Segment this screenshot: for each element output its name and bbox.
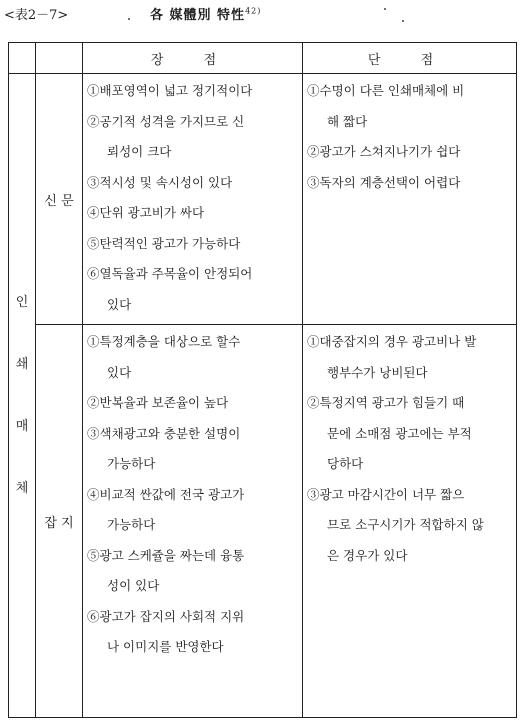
list-item bbox=[307, 388, 508, 480]
item-line: ②공기적 성격을 가지므로 신 bbox=[87, 113, 245, 129]
table-caption bbox=[4, 4, 520, 26]
item-line: ⑤탄력적인 광고가 가능하다 bbox=[87, 235, 241, 251]
item-line-continued: 행부수가 낭비된다 bbox=[327, 364, 428, 380]
medium-name: 잡 지 bbox=[36, 325, 83, 718]
list-item bbox=[307, 137, 508, 168]
item-line: ②광고가 스쳐지나기가 쉽다 bbox=[307, 144, 461, 159]
header-blank bbox=[9, 43, 36, 74]
list-item bbox=[87, 76, 294, 107]
item-line: ②반복율과 보존율이 높다 bbox=[87, 395, 229, 410]
footnote-ref: 42) bbox=[245, 6, 262, 16]
table-title bbox=[150, 4, 261, 23]
list-item bbox=[87, 602, 294, 663]
item-line-continued: 가능하다 bbox=[107, 517, 156, 532]
scan-speck bbox=[402, 20, 404, 22]
list-item bbox=[87, 229, 294, 260]
list-item bbox=[87, 198, 294, 229]
category-char: 매 bbox=[15, 418, 29, 434]
list-item bbox=[87, 327, 294, 388]
item-line: ③적시성 및 속시성이 있다 bbox=[87, 174, 233, 190]
scan-speck bbox=[384, 8, 386, 10]
item-line-continued: 있다 bbox=[107, 364, 132, 380]
header-row bbox=[9, 43, 517, 74]
item-line: ④비교적 싼값에 전국 광고가 bbox=[87, 486, 245, 502]
item-line: ⑥광고가 잡지의 사회적 지위 bbox=[87, 608, 245, 624]
item-line-continued: 므로 소구시기가 적합하지 않 bbox=[327, 517, 484, 532]
item-line-continued: 문에 소매점 광고에는 부적 bbox=[327, 425, 472, 441]
list-item bbox=[307, 168, 508, 199]
item-line-continued: 가능하다 bbox=[107, 456, 156, 471]
item-line-continued: 당하다 bbox=[327, 456, 364, 471]
item-line: ③독자의 계층선택이 어렵다 bbox=[307, 174, 461, 190]
advantages-cell bbox=[83, 325, 303, 718]
item-line: ③광고 마감시간이 너무 짧으 bbox=[307, 486, 465, 502]
item-line: ①수명이 다른 인쇄매체에 비 bbox=[307, 83, 465, 98]
item-line: ⑥열독율과 주목율이 안정되어 bbox=[87, 266, 253, 281]
disadvantages-cell bbox=[303, 325, 517, 718]
table-number: <表2－7> bbox=[4, 8, 69, 23]
item-line-continued: 나 이미지를 반영한다 bbox=[107, 639, 224, 654]
header-blank bbox=[36, 43, 83, 74]
list-item bbox=[87, 419, 294, 480]
item-line: ⑤광고 스케쥴을 짜는데 융통 bbox=[87, 547, 245, 563]
table-title-text: 各 媒體別 特性 bbox=[150, 8, 246, 23]
header-disadvantages: 단 점 bbox=[303, 43, 517, 74]
item-line: ②특정지역 광고가 힘들기 때 bbox=[307, 395, 465, 410]
list-item bbox=[87, 107, 294, 168]
list-item bbox=[307, 76, 508, 137]
item-line-continued: 있다 bbox=[107, 296, 132, 312]
category-char: 쇄 bbox=[15, 356, 29, 372]
list-item bbox=[87, 388, 294, 419]
media-characteristics-table bbox=[8, 42, 517, 718]
scan-speck bbox=[128, 18, 130, 20]
item-line-continued: 해 짧다 bbox=[327, 113, 368, 129]
item-line: ③색채광고와 충분한 설명이 bbox=[87, 425, 241, 441]
table-row bbox=[9, 74, 517, 325]
item-line-continued: 성이 있다 bbox=[107, 578, 160, 593]
list-item bbox=[307, 327, 508, 388]
item-line-continued: 은 경우가 있다 bbox=[327, 547, 408, 563]
item-line: ①특정계층을 대상으로 할수 bbox=[87, 334, 241, 349]
header-advantages: 장 점 bbox=[83, 43, 303, 74]
item-line-continued: 뢰성이 크다 bbox=[107, 144, 172, 159]
item-line: ①대중잡지의 경우 광고비나 발 bbox=[307, 334, 477, 349]
list-item bbox=[87, 168, 294, 199]
list-item bbox=[87, 541, 294, 602]
list-item bbox=[87, 259, 294, 320]
medium-name: 신 문 bbox=[36, 74, 83, 325]
disadvantages-cell bbox=[303, 74, 517, 325]
category-char: 인 bbox=[15, 294, 29, 310]
list-item bbox=[307, 480, 508, 572]
advantages-cell bbox=[83, 74, 303, 325]
category-cell bbox=[9, 74, 36, 718]
item-line: ①배포영역이 넓고 정기적이다 bbox=[87, 83, 253, 98]
list-item bbox=[87, 480, 294, 541]
table-row bbox=[9, 325, 517, 718]
item-line: ④단위 광고비가 싸다 bbox=[87, 205, 205, 220]
category-char: 체 bbox=[15, 480, 29, 496]
